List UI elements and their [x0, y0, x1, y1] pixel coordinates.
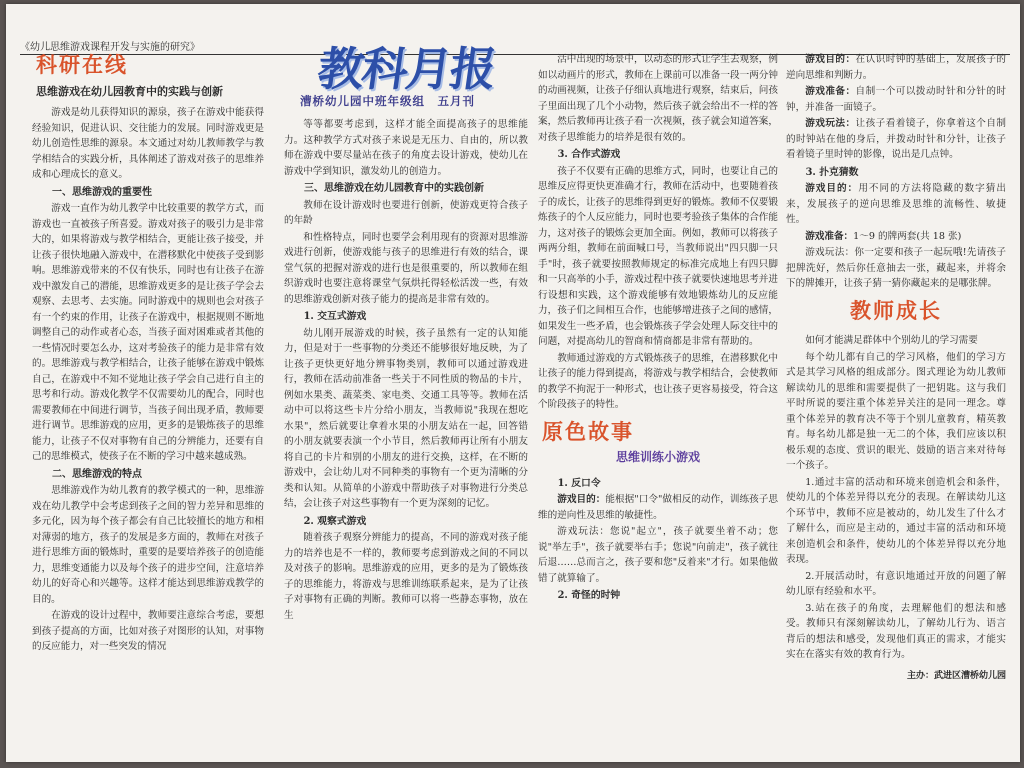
paragraph: 游戏玩法：您说"起立"，孩子就要坐着不动；您说"举左手"，孩子就要举右手；您说"向前走"，孩子就往后退……总而言之，孩子要和您"反着来"才行。如果他做错了就算输了。 — [538, 526, 778, 584]
paragraph: 游戏一直作为幼儿教学中比较重要的教学方式，而游戏也一直被孩子所喜爱。游戏对孩子的吸引力是非常大的，如果将游戏与教学相结合，更能让孩子接受，并让孩子很快地融入游戏中，在潜移默化中使孩子受到影响。思维游戏带来的不仅有快乐，同时也有让孩子在游戏中激发自己的潜能，思维游戏更多的是让孩子学会去观察、去思考、去实施。同时游戏中的规则也会对孩子有一个约束的作用，让孩子在游戏中，根据规则不断地调整自己的动作或者心态，当孩子面对困难或者其他的一些情况时要怎么办，这对考验孩子的能力是非常有效的。思维游戏与教学相结合，让孩子能够在游戏中锻炼自己，在游戏中不知不觉地让孩子学会自己进行自主的思考和行动。游戏化教学不仅需要幼儿的配合，同时也需要教师在中间进行调节，当孩子间出现矛盾，教师要进行调节。思维游戏的应用，更多的是锻炼孩子的思维能力，让孩子不仅对事物有自己的分辨能力，还要有自己的思维模式，使孩子在不断的学习中越来越成熟。 — [32, 203, 264, 462]
paragraph: 游戏是幼儿获得知识的源泉，孩子在游戏中能获得经验知识，促进认识、交往能力的发展。同时游戏更是幼儿创造性思维的源泉。本文通过对幼儿教师教学与教学相结合的实践分析，具体阐述了游戏对孩子的思维养成和心理成长的意义。 — [32, 107, 264, 180]
subheading: 2. 观察式游戏 — [303, 515, 367, 527]
label: 游戏玩法： — [805, 118, 856, 129]
paragraph: 随着孩子观察分辨能力的提高，不同的游戏对孩子能力的培养也是不一样的，教师要考虑到游戏之间的不同以及对孩子的影响。思维游戏的应用，更多的是为了锻炼孩子的思维能力，将游戏与思维训练联系起来，是为了让孩子对事物有正确的判断。教师可以将一些静态事物，放在生 — [284, 532, 528, 621]
subheading: 1. 交互式游戏 — [303, 311, 367, 322]
journal-reference: 《幼儿思维游戏课程开发与实施的研究》 — [20, 42, 200, 53]
section-title-research: 科研在线 — [36, 53, 128, 77]
section-title-stories: 原色故事 — [542, 419, 634, 444]
text: 自制一个可以拨动时针和分针的时钟，并准备一面镜子。 — [786, 86, 1007, 113]
paragraph: 和性格特点，同时也要学会利用现有的资源对思维游戏进行创新，使游戏能与孩子的思维进行有效的结合，课堂气氛的把握对游戏的进行也是很重要的，所以教师在组织游戏时也要注意将课堂气氛烘托得轻松活泼一些，有效的思维游戏创新对孩子能力的提高是非常有效的。 — [284, 231, 528, 305]
masthead-logo: 教科月报 — [314, 42, 498, 96]
paragraph: 幼儿刚开展游戏的时候，孩子虽然有一定的认知能力，但是对于一些事物的分类还不能够很好地反映，为了让孩子更快更好地分辨事物类别，教师可以通过游戏进行，教师在活动前准备一些关于不同性质的物品的卡片，例如水果类、蔬菜类、家电类、交通工具等等。教师在活动中可以将这些卡片分给小朋友，当教师说"我现在想吃水果"，然后就要让拿着水果的小朋友站在一起，回答错的小朋友就要表演一个小节目，然后教师再让所有小朋友将自己的卡片和别的小朋友的进行交换，这样，在不断的游戏中，会让幼儿对不同种类的事物有一个更为清晰的分类和认知。从简单的小游戏中帮助孩子对事物进行分类总结，会让孩子对这些事物有一个更为深刻的记忆。 — [284, 327, 528, 509]
section-title-teacher: 教师成长 — [850, 298, 942, 323]
subheading: 3. 合作式游戏 — [557, 149, 621, 160]
label: 游戏准备： — [805, 86, 856, 97]
newsletter-page — [6, 4, 1020, 762]
paragraph: 每个幼儿都有自己的学习风格，他们的学习方式是其学习风格的组成部分。图式理论为幼儿教师解读幼儿的思维和需要提供了一把钥匙。这与我们平时所说的要注重个体差异关注的是同一理念。尊重个体差异的教育决不等于个别儿童教育，精英教育。每名幼儿都是独一无二的个体，我们应该以积极乐观的态度、赏识的眼光、鼓励的语言来对待每一个孩子。 — [786, 351, 1006, 471]
article-title: 思维游戏在幼儿园教育中的实践与创新 — [36, 84, 223, 98]
paragraph: 教师通过游戏的方式锻炼孩子的思维，在潜移默化中让孩子的能力得到提高，将游戏与教学相结合，会使教师的教学不拘泥于一种形式，也让孩子更容易接受，符合这个阶段孩子的特性。 — [538, 352, 778, 410]
paragraph: 3.站在孩子的角度，去理解他们的想法和感受。教师只有深刻解读幼儿，了解幼儿行为、语言背后的想法和感受，发现他们真正的需求，才能实实在在落实有效的教育行为。 — [786, 602, 1006, 660]
paragraph-game-purpose — [538, 492, 778, 523]
subheading: 2. 奇怪的时钟 — [557, 590, 621, 601]
paragraph: 游戏玩法：你一定要和孩子一起玩哦!先请孩子把牌洗好，然后你任意抽去一张，藏起来，并将余下的牌摊开，让孩子猜一猜你藏起来的是哪张牌。 — [786, 247, 1006, 289]
label: 游戏目的： — [557, 494, 606, 505]
subheading: 三、思维游戏在幼儿园教育中的实践创新 — [304, 183, 484, 194]
subheading: 二、思维游戏的特点 — [52, 468, 142, 480]
column-research — [32, 52, 264, 656]
paragraph: 2.开展活动时，有意识地通过开放的问题了解幼儿原有经验和水平。 — [786, 570, 1006, 597]
paragraph: 如何才能满足群体中个别幼儿的学习需要 — [805, 335, 978, 346]
label: 游戏准备： — [805, 230, 854, 242]
paragraph — [786, 229, 1006, 245]
subheading: 1. 反口令 — [557, 477, 601, 489]
subheading: 3. 扑克猜数 — [805, 166, 859, 178]
masthead-subtitle: 漕桥幼儿园中班年级组 五月刊 — [300, 93, 475, 108]
text: 让孩子看着镜子，你拿着这个自制的时钟站在他的身后，并拨动时针和分针，让孩子看着镜子里时钟的影像，说出是几点钟。 — [786, 118, 1007, 160]
text: 在认识时钟的基础上，发展孩子的逆向思维和判断力。 — [786, 54, 1007, 81]
column-teacher-growth — [786, 52, 1006, 684]
byline: 主办：武进区漕桥幼儿园 — [906, 670, 1006, 681]
label: 游戏目的： — [805, 183, 859, 194]
paragraph: 等等都要考虑到，这样才能全面提高孩子的思维能力。这种教学方式对孩子来说是无压力、自由的，所以教师在游戏中要尽量站在孩子的角度去设计游戏，使幼儿在游戏中学到知识，激发幼儿的创造力。 — [284, 119, 528, 177]
paragraph: 思维游戏作为幼儿教育的教学模式的一种，思维游戏在幼儿教学中会考虑到孩子之间的智力差异和思维的多元化，因为每个孩子都会有自己比较擅长的地方和相对薄弱的地方，孩子的发展是多方面的，教师在对孩子进行思维方面的锻炼时，重要的是要培养孩子的创造能力，思维变通能力以及每个孩子的进步空间，注意培养幼儿的好奇心和兴趣等。这样才能达到思维游戏教学的目的。 — [32, 485, 264, 605]
paragraph — [786, 116, 1006, 163]
paragraph — [786, 181, 1006, 228]
column-masthead — [284, 42, 528, 624]
column-stories — [538, 52, 778, 605]
subheading: 一、思维游戏的重要性 — [52, 186, 152, 198]
paragraph — [786, 84, 1006, 115]
paragraph — [786, 52, 1006, 83]
label: 游戏目的： — [805, 54, 856, 65]
paragraph: 孩子不仅要有正确的思维方式，同时，也要让自己的思维反应得更快更准确才行，教师在活动中，也要随着孩子的成长，让孩子的思维得到更好的锻炼。教师不仅要锻炼孩子的个人反应能力，同时也要考验孩子集体的合作能力，这对孩子的锻炼会更加全面。例如，教师可以将孩子两两分组，教师在前面喊口号，当教师说出"四只脚一只手"时，孩子就要按照教师规定的标准完成地上有四只脚和一只高举的小手，游戏过程中孩子就要快速地思考并进行设想和实践，这个游戏能够有效地锻炼幼儿的反应能力，孩子们之间相互合作，也能够增进孩子之间的感情，如果发生一些矛盾，也会锻炼孩子学会处理人际交往中的问题，对提高幼儿的智商和情商都是非常有帮助的。 — [538, 165, 778, 347]
text: 1～9 的牌两套(共 18 张) — [853, 230, 962, 242]
paragraph: 在游戏的设计过程中，教师要注意综合考虑，要想到孩子提高的方面，比如对孩子对图形的认知，对事物的反应能力，对一些突发的情况 — [32, 610, 264, 652]
text: 用不同的方法将隐藏的数字猜出来，发展孩子的逆向思维及思维的流畅性、敏捷性。 — [786, 183, 1007, 225]
text: 能根据"口令"做相反的动作，训练孩子思维的逆向性及思维的敏捷性。 — [538, 494, 778, 521]
paragraph: 活中出现的场景中，以动态的形式让学生去观察，例如以动画片的形式，教师在上课前可以准备一段一两分钟的动画视频，让孩子仔细认真地进行观察，结束后，问孩子里面出现了几个小动物，然后孩子就会给出不一样的答案，然后教师再让孩子看一次视频，孩子就会知道答案，对孩子思维能力的培养是很有效的。 — [538, 54, 778, 143]
paragraph: 教师在设计游戏时也要进行创新，使游戏更符合孩子的年龄 — [284, 199, 528, 226]
paragraph: 1.通过丰富的活动和环境来创造机会和条件，使幼儿的个体差异得以充分的表现。在解读幼儿这个环节中，教师不应是被动的，幼儿发生了什么才了解什么，而应是主动的，通过丰富的活动和环境来创造机会和条件，使幼儿的个体差异得以充分地表现。 — [786, 476, 1006, 565]
subsection-title-games: 思维训练小游戏 — [615, 450, 700, 464]
